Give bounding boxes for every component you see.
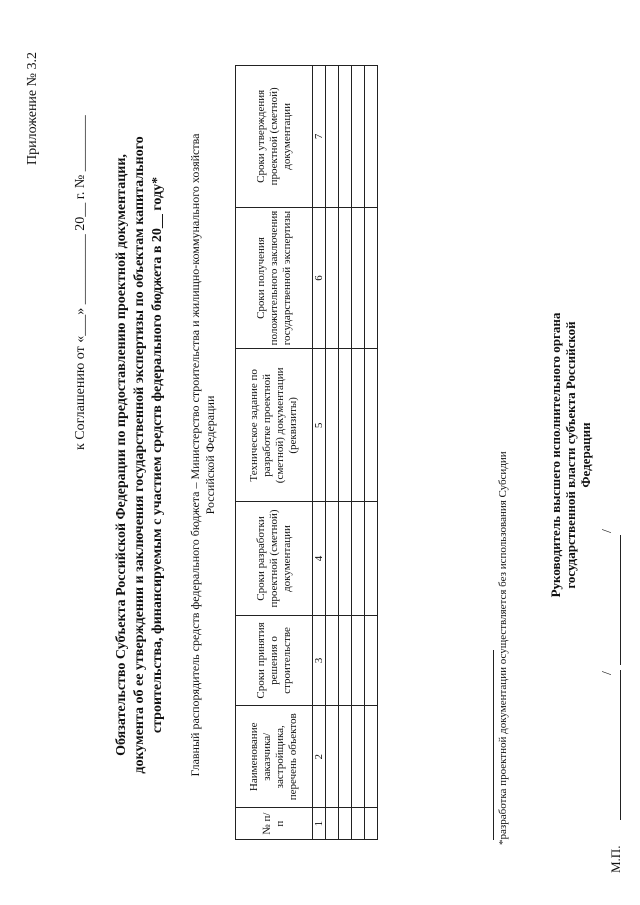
- column-number-row: [313, 66, 326, 840]
- table-header-row: [236, 66, 313, 840]
- document-title: [113, 105, 167, 805]
- obligations-table: [235, 65, 378, 840]
- table-row: [339, 66, 352, 840]
- column-number: 5: [313, 349, 326, 502]
- signatory-line: государственной власти субъекта Российской Федерации: [563, 321, 593, 589]
- column-number: 2: [313, 706, 326, 808]
- signature-line: [620, 670, 621, 820]
- signatory-line: Руководитель высшего исполнительного органа: [548, 312, 563, 598]
- header-cell-customer: Наименование заказчика/ застройщика, перечень объектов: [236, 706, 313, 808]
- column-number: 6: [313, 207, 326, 349]
- table-row: [352, 66, 365, 840]
- header-cell-decision: Сроки принятия решения о строительстве: [236, 615, 313, 706]
- column-number: 4: [313, 502, 326, 615]
- header-cell-design-dates: Сроки разработки проектной (сметной) документации: [236, 502, 313, 615]
- distributor-line: Российской Федерации: [203, 395, 217, 515]
- title-line: строительства, финансируемым с участием средств федерального бюджета в 20__ году*: [150, 176, 165, 734]
- title-line: Обязательство Субъекта Российской Федерации по предоставлению проектной документации,: [114, 154, 129, 756]
- header-cell-tech-task: Техническое задание по разработке проектной (сметной) документации (реквизиты): [236, 349, 313, 502]
- signature-separator: /: [600, 529, 615, 533]
- agreement-reference: к Соглашению от «___» __________ 20__ г. № ________: [73, 115, 88, 450]
- column-number: 3: [313, 615, 326, 706]
- header-cell-expertise: Сроки получения положительного заключения государственной экспертизы: [236, 207, 313, 349]
- signature-separator: /: [600, 671, 615, 675]
- budget-distributor: [188, 95, 218, 815]
- distributor-line: Главный распорядитель средств федерального бюджета – Министерство строительства и жилищно-коммунального хозяйства: [188, 133, 202, 777]
- table-row: [326, 66, 339, 840]
- stamp-placeholder: М.П.: [608, 845, 623, 873]
- column-number: 7: [313, 66, 326, 208]
- appendix-label: Приложение № 3.2: [25, 52, 40, 165]
- footnote: *разработка проектной документации осуществляется без использования Субсидии: [497, 451, 509, 845]
- column-number: 1: [313, 808, 326, 840]
- name-line: [620, 535, 621, 665]
- header-cell-num: № п/п: [236, 808, 313, 840]
- table-row: [365, 66, 378, 840]
- title-line: документа об ее утверждении и заключения государственной экспертизы по объектам капитального: [132, 136, 147, 774]
- header-cell-approval: Сроки утверждения проектной (сметной) документации: [236, 66, 313, 208]
- footnote-divider: [493, 650, 494, 840]
- signatory-title: [548, 305, 593, 605]
